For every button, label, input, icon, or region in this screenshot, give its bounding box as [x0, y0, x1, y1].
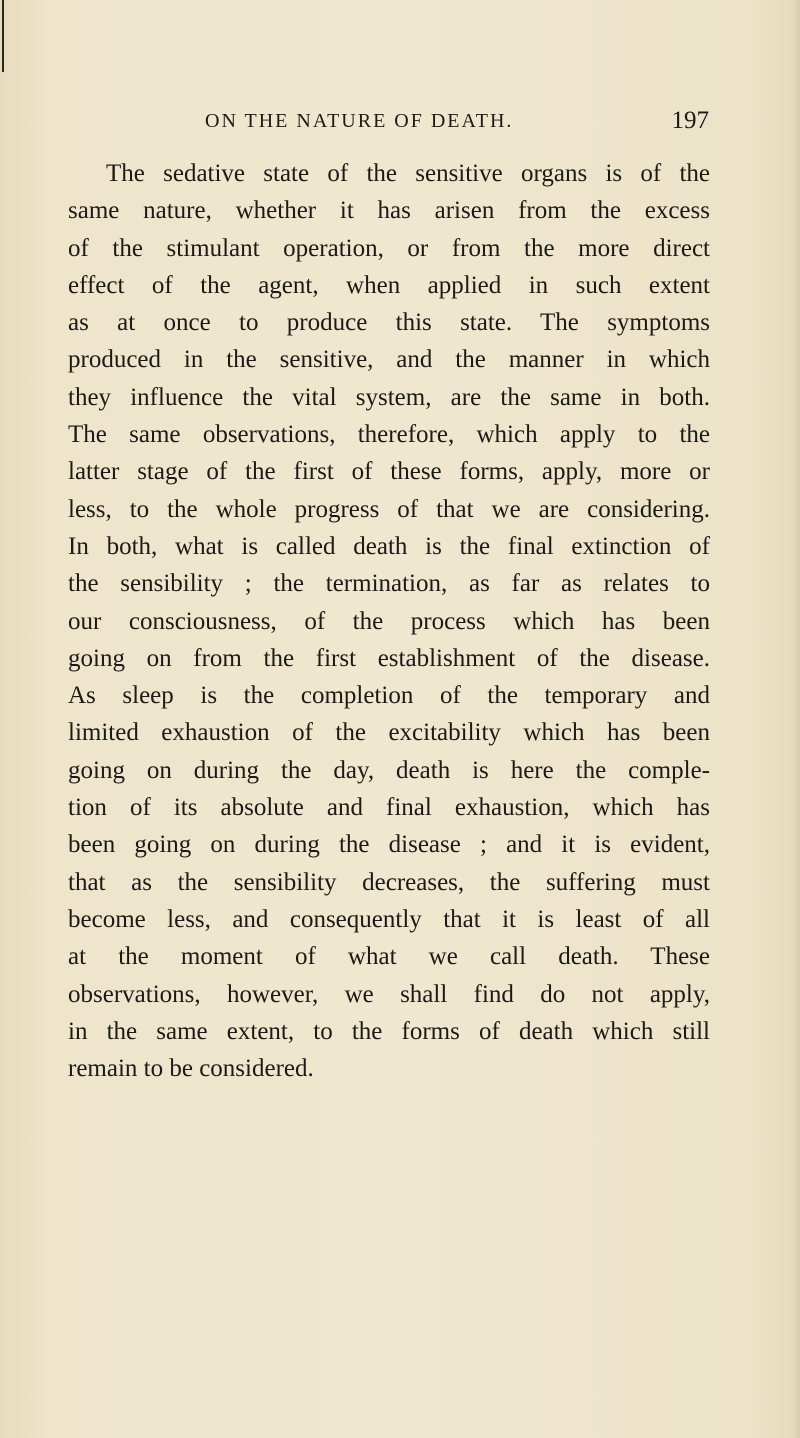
text-line: become less, and consequently that it is least of all [68, 905, 710, 933]
text-line: that as the sensibility decreases, the suffering must [68, 868, 710, 896]
text-line: in the same extent, to the forms of death which still [68, 1017, 710, 1045]
text-line: observations, however, we shall find do not apply, [68, 980, 710, 1008]
running-head [205, 103, 709, 139]
running-head-title: ON THE NATURE OF DEATH. [205, 110, 514, 132]
text-line: our consciousness, of the process which has been [68, 607, 710, 635]
text-line: as at once to produce this state. The symptoms [68, 309, 710, 337]
text-line: of the stimulant operation, or from the more direct [68, 234, 710, 262]
text-line: less, to the whole progress of that we are considering. [68, 495, 710, 523]
text-line: produced in the sensitive, and the manner in which [68, 346, 710, 374]
text-line: going on from the first establishment of the disease. [68, 644, 710, 672]
text-line: been going on during the disease ; and it is evident, [68, 831, 710, 859]
text-line: The sedative state of the sensitive organs is of the [106, 160, 710, 187]
text-line: latter stage of the first of these forms, apply, more or [68, 458, 710, 486]
page-number: 197 [671, 107, 709, 134]
text-line: limited exhaustion of the excitability which has been [68, 719, 710, 747]
page-edge-line [2, 0, 4, 72]
text-line: As sleep is the completion of the temporary and [68, 682, 710, 710]
text-line-last: remain to be considered. [68, 1055, 314, 1083]
body-paragraph [68, 155, 710, 1087]
text-line: effect of the agent, when applied in such extent [68, 271, 710, 299]
text-line: they influence the vital system, are the same in both. [68, 383, 710, 411]
text-line: the sensibility ; the termination, as far as relates to [68, 570, 710, 598]
text-line: tion of its absolute and final exhaustion, which has [68, 794, 710, 822]
page-edge-shadow [792, 0, 800, 1438]
text-line: same nature, whether it has arisen from the excess [68, 197, 710, 225]
text-line: The same observations, therefore, which apply to the [68, 421, 710, 449]
text-line: going on during the day, death is here the comple- [68, 756, 710, 784]
text-line: In both, what is called death is the final extinction of [68, 532, 710, 560]
text-line: at the moment of what we call death. These [68, 943, 710, 971]
